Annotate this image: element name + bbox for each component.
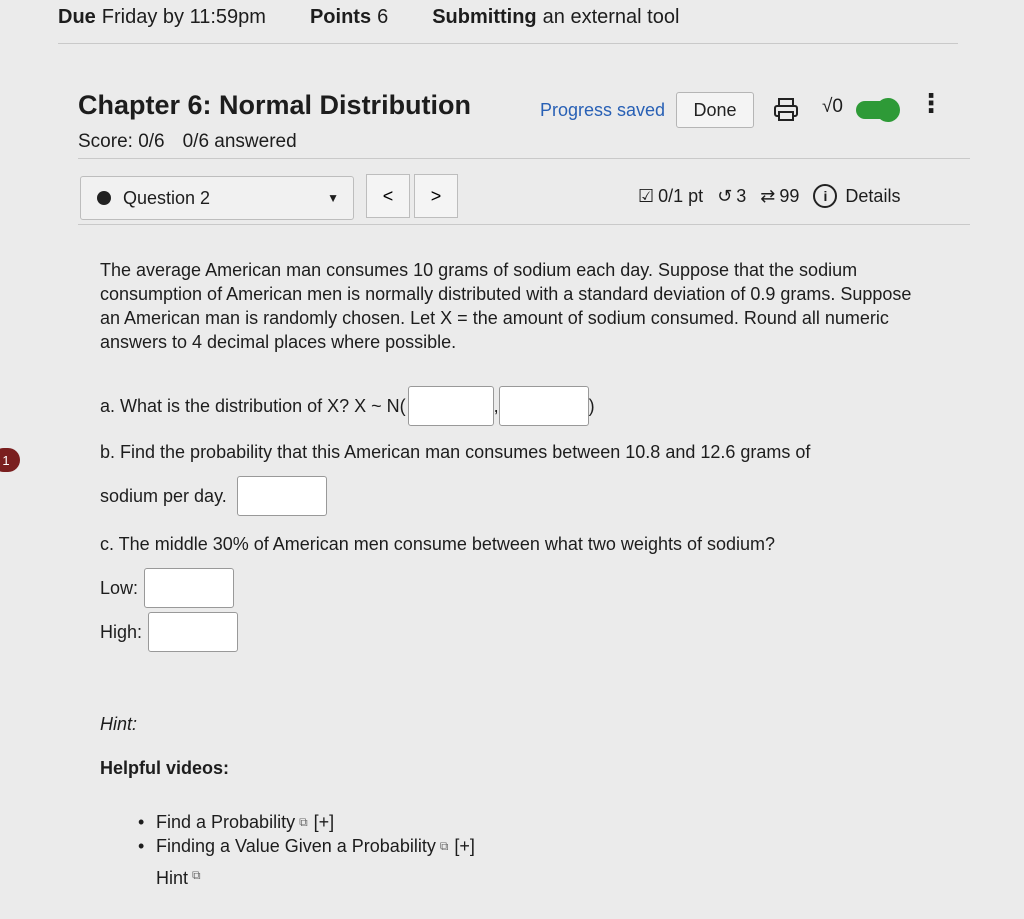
- assignment-meta: [58, 6, 723, 29]
- hint-link-label: Hint: [156, 868, 189, 888]
- more-options-icon[interactable]: ⋮: [918, 88, 944, 118]
- std-dev-input[interactable]: [499, 386, 589, 426]
- part-a: [100, 386, 595, 426]
- hint-link[interactable]: [156, 868, 207, 889]
- attempts-icon: ⇄: [760, 185, 776, 206]
- list-item: [138, 834, 475, 858]
- question-selector-label: Question 2: [123, 187, 211, 208]
- next-question-button[interactable]: >: [414, 174, 458, 218]
- part-a-prefix: a. What is the distribution of X? X ~ N(: [100, 396, 406, 416]
- retries-stat: [717, 186, 746, 207]
- helpful-videos-heading: Helpful videos:: [100, 758, 230, 778]
- details-link[interactable]: [813, 184, 900, 208]
- retry-icon: ↺: [717, 185, 733, 206]
- points-stat-value: 0/1 pt: [658, 185, 704, 206]
- high-label: High:: [100, 622, 143, 642]
- math-entry-toggle[interactable]: [856, 101, 898, 119]
- submitting-label: Submitting: [432, 6, 537, 28]
- retries-value: 3: [736, 185, 747, 206]
- chevron-down-icon: ▼: [327, 191, 339, 205]
- question-status-dot-icon: [97, 191, 111, 205]
- checkbox-edit-icon: ☑: [638, 185, 655, 206]
- submitting-value: an external tool: [542, 6, 680, 28]
- mean-input[interactable]: [408, 386, 494, 426]
- video-expand-button[interactable]: [+]: [454, 836, 475, 856]
- score-value: Score: 0/6: [78, 131, 165, 152]
- high-input[interactable]: [148, 612, 238, 652]
- attempts-value: 99: [779, 185, 800, 206]
- part-b-text-end: sodium per day.: [100, 486, 227, 506]
- probability-input[interactable]: [237, 476, 327, 516]
- header-divider: [78, 158, 970, 159]
- points-value: 6: [377, 6, 389, 28]
- question-stats: [638, 184, 914, 208]
- low-input[interactable]: [144, 568, 234, 608]
- print-icon[interactable]: [772, 96, 800, 124]
- part-c-text: c. The middle 30% of American men consume between what two weights of sodium?: [100, 534, 776, 554]
- score-line: [78, 131, 297, 153]
- external-link-icon: ⧉: [299, 815, 308, 829]
- progress-status: Progress saved: [540, 100, 666, 120]
- video-link-finding-value[interactable]: Finding a Value Given a Probability: [156, 836, 436, 856]
- part-b-line2: [100, 476, 327, 516]
- math-entry-label: √0: [822, 96, 843, 117]
- info-icon: i: [813, 184, 837, 208]
- points-label: Points: [309, 6, 372, 28]
- video-expand-button[interactable]: [+]: [313, 812, 335, 832]
- question-text: The average American man consumes 10 grams of sodium each day. Suppose that the sodium consumption of American men is normally distributed with a standard deviation of 0.9 grams. Suppose an American man is randomly chosen. Let X = the amount of sodium consumed. Round all numeric answers to 4 decimal places where possible.: [100, 260, 912, 352]
- due-label: Due: [58, 6, 96, 28]
- done-button[interactable]: Done: [676, 92, 754, 128]
- part-a-separator: ,: [493, 396, 499, 416]
- meta-divider: [58, 43, 958, 44]
- due-value: Friday by 11:59pm: [101, 6, 266, 28]
- points-stat: [638, 186, 703, 207]
- external-link-icon: ⧉: [192, 868, 201, 882]
- question-selector[interactable]: [80, 176, 354, 220]
- part-a-suffix: ): [588, 396, 595, 416]
- question-bar-divider: [78, 224, 970, 225]
- assignment-title: Chapter 6: Normal Distribution: [78, 90, 472, 120]
- low-label: Low:: [100, 578, 139, 598]
- list-item: [138, 810, 475, 834]
- part-b-text: b. Find the probability that this American man consumes between 10.8 and 12.6 grams of: [100, 442, 811, 462]
- hint-heading: Hint:: [100, 714, 138, 734]
- details-label: Details: [845, 185, 901, 206]
- answered-count: 0/6 answered: [182, 131, 297, 152]
- high-row: [100, 612, 238, 652]
- low-row: [100, 568, 234, 608]
- attempts-stat: [760, 186, 799, 207]
- videos-list: [138, 810, 475, 858]
- external-link-icon: ⧉: [439, 839, 449, 853]
- video-link-find-probability[interactable]: Find a Probability: [156, 812, 296, 832]
- side-badge: 1: [0, 448, 20, 472]
- previous-question-button[interactable]: <: [366, 174, 410, 218]
